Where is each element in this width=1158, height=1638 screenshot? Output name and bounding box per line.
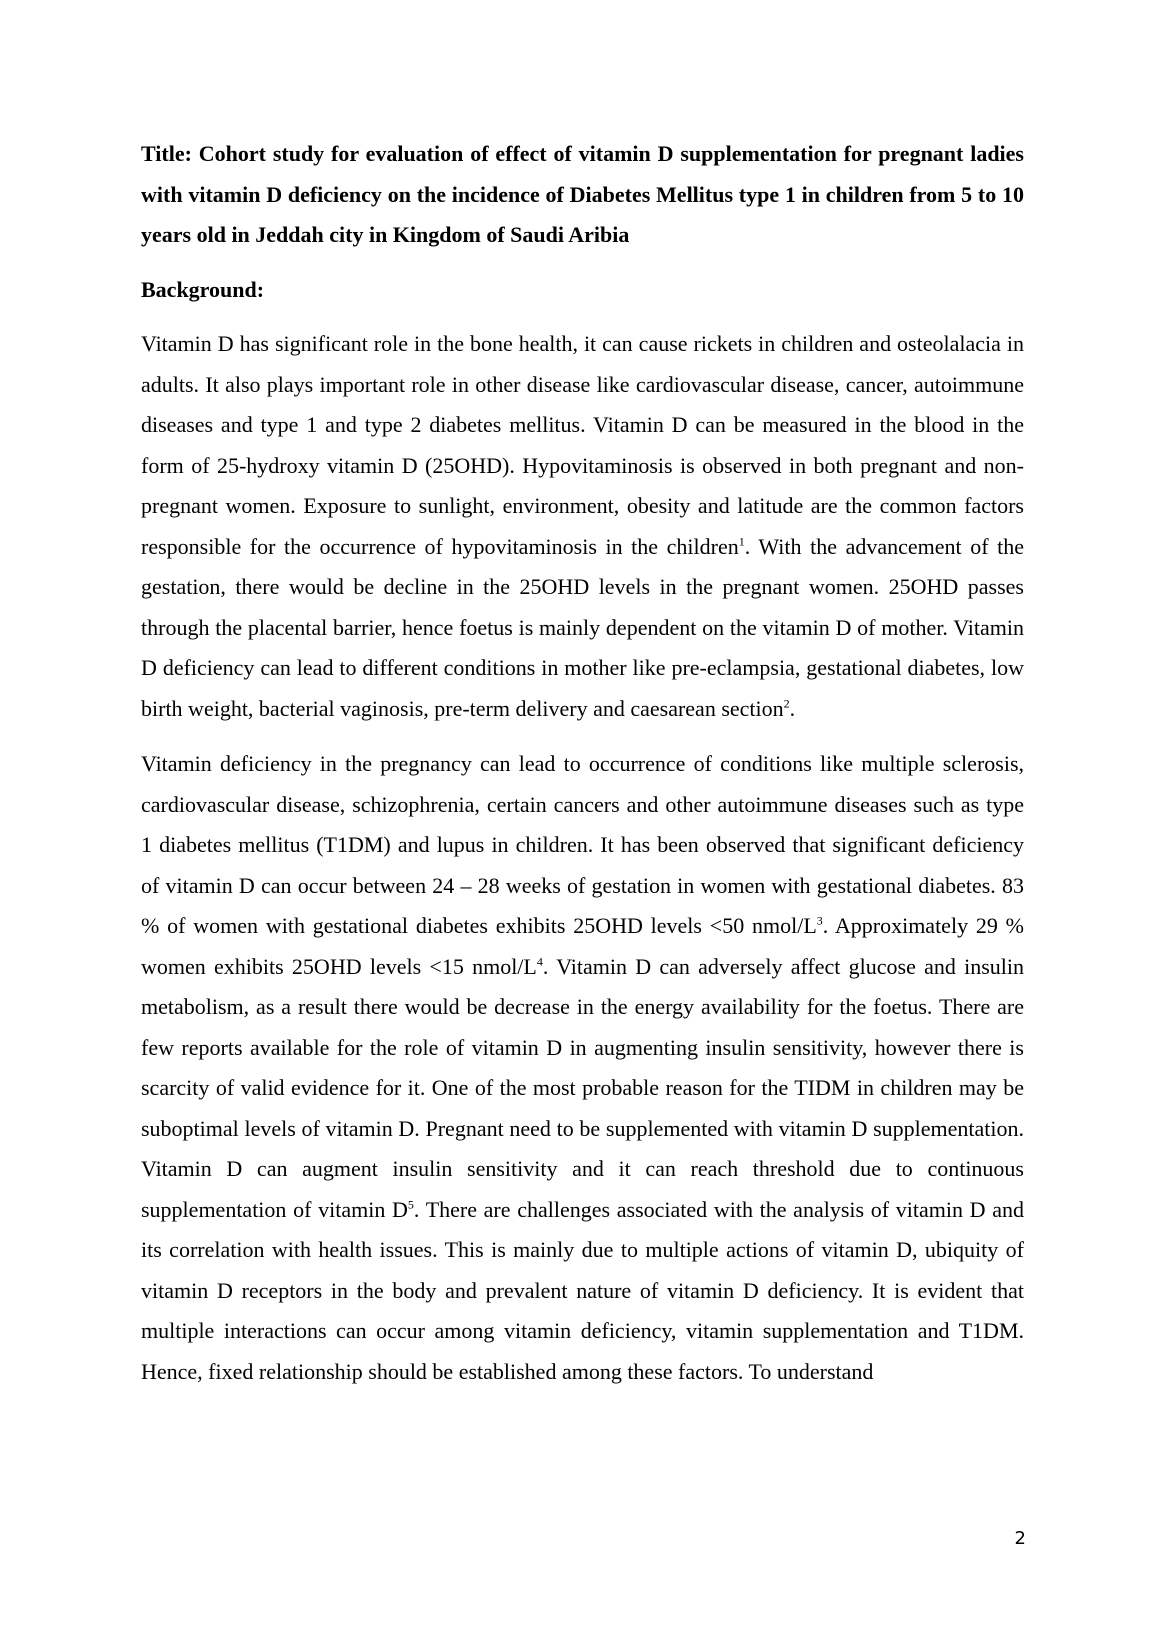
page-content <box>141 134 1024 1407</box>
paragraph-1-text-1: Vitamin D has significant role in the bone health, it can cause rickets in children and osteolalacia in adults. It also plays important role in other disease like cardiovascular disease, cancer, autoimmune diseases and type 1 and type 2 diabetes mellitus. Vitamin D can be measured in the blood in the form of 25-hydroxy vitamin D (25OHD). Hypovitaminosis is observed in both pregnant and non-pregnant women. Exposure to sunlight, environment, obesity and latitude are the common factors responsible for the occurrence of hypovitaminosis in the children <box>141 331 1024 559</box>
reference-2: 2 <box>783 696 790 711</box>
document-title: Title: Cohort study for evaluation of effect of vitamin D supplementation for pregnant ladies with vitamin D deficiency on the incidence of Diabetes Mellitus type 1 in children from 5 to 10 years old in Jeddah city in Kingdom of Saudi Aribia <box>141 141 1024 247</box>
paragraph-2-text-3: . Vitamin D can adversely affect glucose and insulin metabolism, as a result there would be decrease in the energy availability for the foetus. There are few reports available for the role of vitamin D in augmenting insulin sensitivity, however there is scarcity of valid evidence for it. One of the most probable reason for the TIDM in children may be suboptimal levels of vitamin D. Pregnant need to be supplemented with vitamin D supplementation. Vitamin D can augment insulin sensitivity and it can reach threshold due to continuous supplementation of vitamin D <box>141 953 1024 1222</box>
section-heading-background: Background: <box>141 276 265 302</box>
paragraph-2-text-2: . Approximately 29 % women exhibits 25OHD levels <15 nmol/L <box>141 913 1024 979</box>
paragraph-2-text-1: Vitamin deficiency in the pregnancy can lead to occurrence of conditions like multiple sclerosis, cardiovascular disease, schizophrenia, certain cancers and other autoimmune diseases such as type 1 diabetes mellitus (T1DM) and lupus in children. It has been observed that significant deficiency of vitamin D can occur between 24 – 28 weeks of gestation in women with gestational diabetes. 83 % of women with gestational diabetes exhibits 25OHD levels <50 nmol/L <box>141 751 1024 938</box>
reference-5: 5 <box>407 1197 414 1212</box>
reference-3: 3 <box>816 913 823 928</box>
reference-1: 1 <box>738 534 745 549</box>
page-number: 2 <box>1014 1528 1026 1549</box>
paragraph-1-text-3: . <box>789 695 796 721</box>
paragraph-2 <box>141 744 1024 1392</box>
reference-4: 4 <box>536 954 543 969</box>
paragraph-2-text-4: . There are challenges associated with the analysis of vitamin D and its correlation with health issues. This is mainly due to multiple actions of vitamin D, ubiquity of vitamin D receptors in the body and prevalent nature of vitamin D deficiency. It is evident that multiple interactions can occur among vitamin deficiency, vitamin supplementation and T1DM. Hence, fixed relationship should be established among these factors. To understand <box>141 1196 1024 1384</box>
paragraph-1 <box>141 324 1024 729</box>
paragraph-1-text-2: . With the advancement of the gestation, there would be decline in the 25OHD levels in the pregnant women. 25OHD passes through the placental barrier, hence foetus is mainly dependent on the vitamin D of mother. Vitamin D deficiency can lead to different conditions in mother like pre-eclampsia, gestational diabetes, low birth weight, bacterial vaginosis, pre-term delivery and caesarean section <box>141 533 1024 721</box>
